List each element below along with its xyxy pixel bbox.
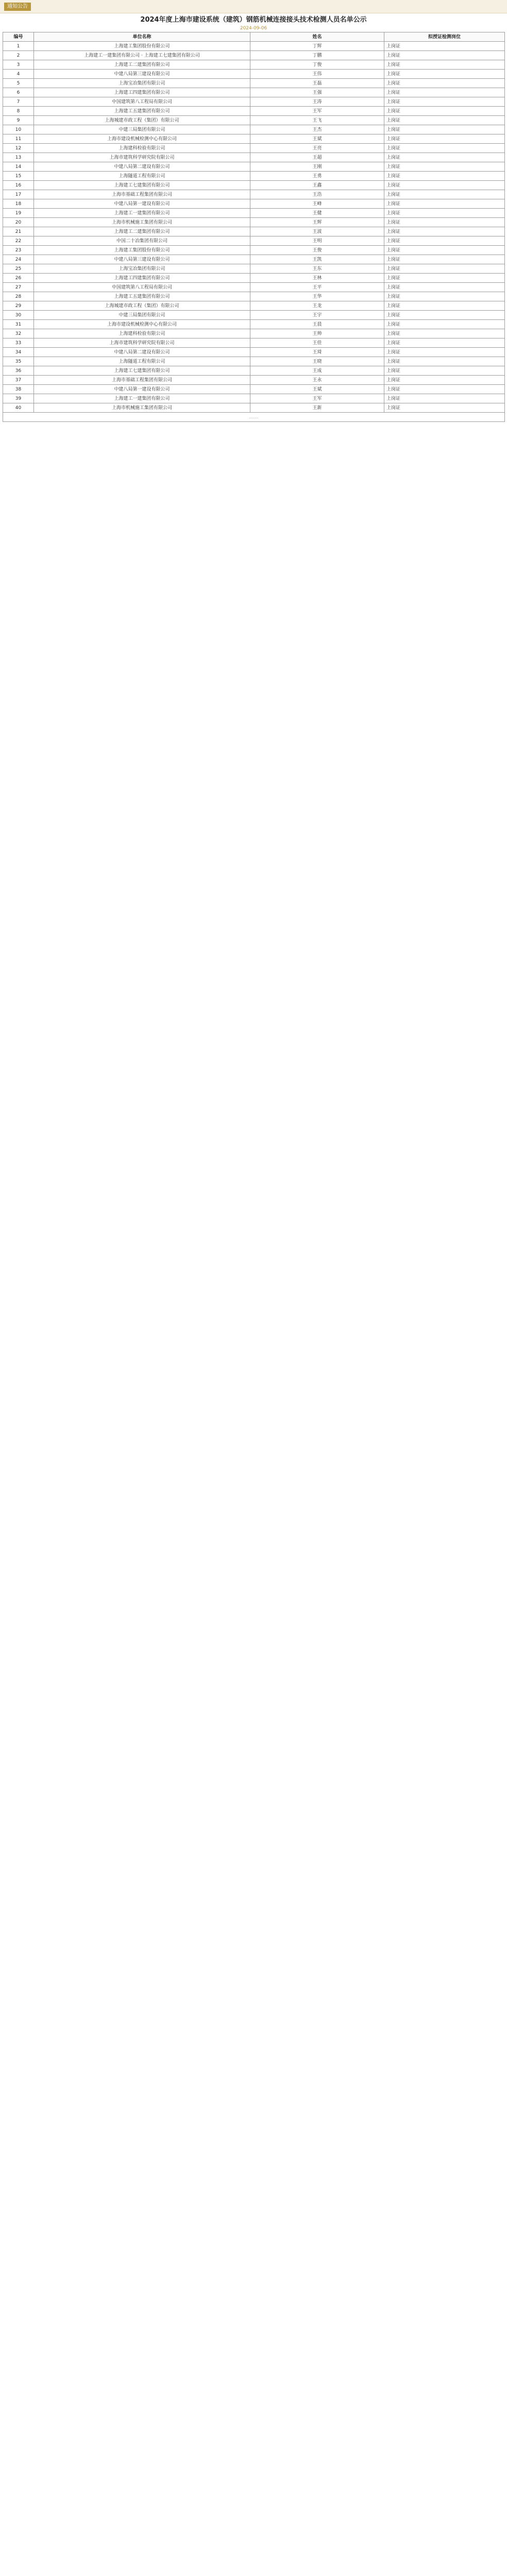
table-row	[3, 116, 505, 125]
row-name: 王鑫	[250, 181, 384, 190]
row-unit: 上海建工四建集团有限公司	[34, 88, 250, 97]
row-number: 34	[3, 348, 34, 357]
row-unit: 上海建工二建集团有限公司	[34, 227, 250, 236]
row-post: 上岗证	[384, 97, 505, 107]
table-row	[3, 366, 505, 376]
row-name: 王成	[250, 366, 384, 376]
row-unit: 上海市基础工程集团有限公司	[34, 376, 250, 385]
row-name: 王涛	[250, 97, 384, 107]
row-number: 13	[3, 153, 34, 162]
table-row	[3, 199, 505, 209]
row-post: 上岗证	[384, 246, 505, 255]
row-post: 上岗证	[384, 116, 505, 125]
row-number: 17	[3, 190, 34, 199]
row-post: 上岗证	[384, 107, 505, 116]
row-number: 29	[3, 301, 34, 311]
row-number: 36	[3, 366, 34, 376]
row-unit: 上海建工七建集团有限公司	[34, 181, 250, 190]
table-row	[3, 153, 505, 162]
continuation-marker: ……	[3, 413, 505, 422]
row-number: 14	[3, 162, 34, 172]
table-row	[3, 255, 505, 264]
row-unit: 上海市机械施工集团有限公司	[34, 403, 250, 413]
row-number: 24	[3, 255, 34, 264]
row-post: 上岗证	[384, 79, 505, 88]
table-row	[3, 70, 505, 79]
row-post: 上岗证	[384, 376, 505, 385]
page-header	[0, 15, 507, 32]
row-number: 19	[3, 209, 34, 218]
table-row	[3, 134, 505, 144]
row-number: 18	[3, 199, 34, 209]
table-row	[3, 301, 505, 311]
row-post: 上岗证	[384, 125, 505, 134]
row-name: 王峰	[250, 199, 384, 209]
row-name: 王杰	[250, 125, 384, 134]
row-number: 12	[3, 144, 34, 153]
table-row	[3, 162, 505, 172]
table-row	[3, 246, 505, 255]
row-number: 26	[3, 274, 34, 283]
table-row	[3, 376, 505, 385]
table-row	[3, 144, 505, 153]
row-number: 32	[3, 329, 34, 338]
row-name: 王俊	[250, 246, 384, 255]
table-row	[3, 292, 505, 301]
row-unit: 上海城建市政工程（集团）有限公司	[34, 301, 250, 311]
row-name: 王伟	[250, 70, 384, 79]
breadcrumb[interactable]: 通知公告	[4, 3, 31, 11]
row-unit: 中建三局集团有限公司	[34, 311, 250, 320]
row-post: 上岗证	[384, 172, 505, 181]
row-name: 王超	[250, 153, 384, 162]
row-name: 王斌	[250, 134, 384, 144]
row-number: 3	[3, 60, 34, 70]
row-post: 上岗证	[384, 348, 505, 357]
row-unit: 上海建科检验有限公司	[34, 329, 250, 338]
row-unit: 中建八局第三建设有限公司	[34, 255, 250, 264]
row-post: 上岗证	[384, 70, 505, 79]
row-post: 上岗证	[384, 255, 505, 264]
row-name: 王辉	[250, 218, 384, 227]
row-number: 27	[3, 283, 34, 292]
row-name: 王永	[250, 376, 384, 385]
row-unit: 上海市机械施工集团有限公司	[34, 218, 250, 227]
row-post: 上岗证	[384, 311, 505, 320]
row-post: 上岗证	[384, 301, 505, 311]
row-name: 王强	[250, 88, 384, 97]
row-post: 上岗证	[384, 403, 505, 413]
row-unit: 上海建工集团股份有限公司	[34, 246, 250, 255]
row-unit: 上海建科检验有限公司	[34, 144, 250, 153]
row-post: 上岗证	[384, 218, 505, 227]
row-unit: 中国二十冶集团有限公司	[34, 236, 250, 246]
row-unit: 中建八局第三建设有限公司	[34, 70, 250, 79]
row-unit: 上海城建市政工程（集团）有限公司	[34, 116, 250, 125]
row-name: 王华	[250, 292, 384, 301]
row-name: 王浩	[250, 190, 384, 199]
row-number: 5	[3, 79, 34, 88]
row-unit: 上海市建设机械检测中心有限公司	[34, 134, 250, 144]
table-row	[3, 311, 505, 320]
table-row	[3, 107, 505, 116]
row-post: 上岗证	[384, 162, 505, 172]
row-name: 王军	[250, 107, 384, 116]
row-post: 上岗证	[384, 227, 505, 236]
row-post: 上岗证	[384, 199, 505, 209]
row-name: 王刚	[250, 162, 384, 172]
table-row	[3, 329, 505, 338]
table-row	[3, 190, 505, 199]
row-number: 2	[3, 51, 34, 60]
row-post: 上岗证	[384, 338, 505, 348]
row-post: 上岗证	[384, 357, 505, 366]
row-name: 王晨	[250, 320, 384, 329]
row-number: 31	[3, 320, 34, 329]
row-name: 丁俊	[250, 60, 384, 70]
roster-body	[3, 42, 505, 422]
row-number: 37	[3, 376, 34, 385]
row-unit: 上海建工集团股份有限公司	[34, 42, 250, 51]
row-number: 28	[3, 292, 34, 301]
row-unit: 中建八局第一建设有限公司	[34, 199, 250, 209]
row-name: 王亮	[250, 144, 384, 153]
row-number: 7	[3, 97, 34, 107]
row-post: 上岗证	[384, 190, 505, 199]
row-unit: 中建三局集团有限公司	[34, 125, 250, 134]
row-post: 上岗证	[384, 274, 505, 283]
column-header-post: 拟授证检测岗位	[384, 32, 505, 42]
row-post: 上岗证	[384, 329, 505, 338]
row-name: 王东	[250, 264, 384, 274]
table-row	[3, 42, 505, 51]
row-post: 上岗证	[384, 292, 505, 301]
row-name: 王勇	[250, 172, 384, 181]
row-name: 王龙	[250, 301, 384, 311]
row-number: 15	[3, 172, 34, 181]
row-unit: 上海建工四建集团有限公司	[34, 274, 250, 283]
table-row	[3, 403, 505, 413]
table-row	[3, 51, 505, 60]
row-number: 20	[3, 218, 34, 227]
row-post: 上岗证	[384, 144, 505, 153]
column-header-name: 姓名	[250, 32, 384, 42]
row-unit: 上海建工二建集团有限公司	[34, 60, 250, 70]
row-number: 40	[3, 403, 34, 413]
row-name: 王佳	[250, 338, 384, 348]
row-number: 38	[3, 385, 34, 394]
row-unit: 上海建工一建集团有限公司	[34, 209, 250, 218]
row-unit: 上海市建设机械检测中心有限公司	[34, 320, 250, 329]
row-name: 王飞	[250, 116, 384, 125]
table-row	[3, 218, 505, 227]
table-row	[3, 79, 505, 88]
row-number: 25	[3, 264, 34, 274]
row-number: 30	[3, 311, 34, 320]
row-name: 丁鹏	[250, 51, 384, 60]
row-post: 上岗证	[384, 51, 505, 60]
table-row	[3, 236, 505, 246]
page-subtitle: 2024-09-06	[240, 26, 267, 31]
row-name: 王波	[250, 227, 384, 236]
row-name: 王明	[250, 236, 384, 246]
row-unit: 上海隧道工程有限公司	[34, 172, 250, 181]
row-number: 4	[3, 70, 34, 79]
row-name: 王斌	[250, 385, 384, 394]
table-row	[3, 385, 505, 394]
column-header-unit: 单位名称	[34, 32, 250, 42]
row-unit: 中建八局第二建设有限公司	[34, 348, 250, 357]
row-unit: 中国建筑第八工程局有限公司	[34, 283, 250, 292]
row-post: 上岗证	[384, 42, 505, 51]
row-unit: 上海建工五建集团有限公司	[34, 292, 250, 301]
row-unit: 中建八局第一建设有限公司	[34, 385, 250, 394]
row-unit: 上海市建筑科学研究院有限公司	[34, 338, 250, 348]
row-name: 王琦	[250, 348, 384, 357]
table-row	[3, 227, 505, 236]
row-name: 王军	[250, 394, 384, 403]
table-row	[3, 264, 505, 274]
row-number: 10	[3, 125, 34, 134]
table-row	[3, 88, 505, 97]
row-post: 上岗证	[384, 320, 505, 329]
table-row	[3, 283, 505, 292]
table-header-row	[3, 32, 505, 42]
table-row	[3, 320, 505, 329]
row-unit: 上海宝冶集团有限公司	[34, 79, 250, 88]
row-number: 11	[3, 134, 34, 144]
row-post: 上岗证	[384, 209, 505, 218]
row-post: 上岗证	[384, 88, 505, 97]
table-row	[3, 357, 505, 366]
row-name: 王健	[250, 209, 384, 218]
table-row	[3, 209, 505, 218]
row-unit: 上海市基础工程集团有限公司	[34, 190, 250, 199]
row-post: 上岗证	[384, 385, 505, 394]
row-number: 1	[3, 42, 34, 51]
row-number: 8	[3, 107, 34, 116]
row-number: 22	[3, 236, 34, 246]
row-number: 39	[3, 394, 34, 403]
table-row	[3, 125, 505, 134]
row-post: 上岗证	[384, 283, 505, 292]
row-number: 6	[3, 88, 34, 97]
table-row	[3, 274, 505, 283]
row-number: 35	[3, 357, 34, 366]
table-row	[3, 97, 505, 107]
row-name: 王平	[250, 283, 384, 292]
row-name: 王帅	[250, 329, 384, 338]
table-row	[3, 60, 505, 70]
row-post: 上岗证	[384, 394, 505, 403]
row-post: 上岗证	[384, 366, 505, 376]
row-unit: 上海建工一建集团有限公司 · 上海建工七建集团有限公司	[34, 51, 250, 60]
row-post: 上岗证	[384, 264, 505, 274]
row-post: 上岗证	[384, 134, 505, 144]
row-unit: 上海建工五建集团有限公司	[34, 107, 250, 116]
page-title: 2024年度上海市建设系统（建筑）钢筋机械连接接头技术检测人员名单公示	[140, 16, 367, 24]
table-row	[3, 394, 505, 403]
row-name: 王林	[250, 274, 384, 283]
table-row	[3, 181, 505, 190]
row-unit: 上海宝冶集团有限公司	[34, 264, 250, 274]
row-number: 33	[3, 338, 34, 348]
row-post: 上岗证	[384, 153, 505, 162]
column-header-no: 编号	[3, 32, 34, 42]
table-row	[3, 348, 505, 357]
row-post: 上岗证	[384, 60, 505, 70]
row-unit: 中国建筑第八工程局有限公司	[34, 97, 250, 107]
row-number: 21	[3, 227, 34, 236]
row-post: 上岗证	[384, 236, 505, 246]
row-name: 王磊	[250, 79, 384, 88]
row-number: 9	[3, 116, 34, 125]
table-row	[3, 338, 505, 348]
row-unit: 上海建工一建集团有限公司	[34, 394, 250, 403]
row-number: 16	[3, 181, 34, 190]
row-unit: 上海建工七建集团有限公司	[34, 366, 250, 376]
top-bar	[0, 0, 507, 13]
table-continuation-row	[3, 413, 505, 422]
row-name: 丁辉	[250, 42, 384, 51]
row-post: 上岗证	[384, 181, 505, 190]
row-unit: 中建八局第二建设有限公司	[34, 162, 250, 172]
row-name: 王晓	[250, 357, 384, 366]
row-name: 王新	[250, 403, 384, 413]
row-name: 王凯	[250, 255, 384, 264]
row-unit: 上海市建筑科学研究院有限公司	[34, 153, 250, 162]
row-number: 23	[3, 246, 34, 255]
row-name: 王宇	[250, 311, 384, 320]
table-row	[3, 172, 505, 181]
row-unit: 上海隧道工程有限公司	[34, 357, 250, 366]
roster-table	[3, 32, 505, 422]
